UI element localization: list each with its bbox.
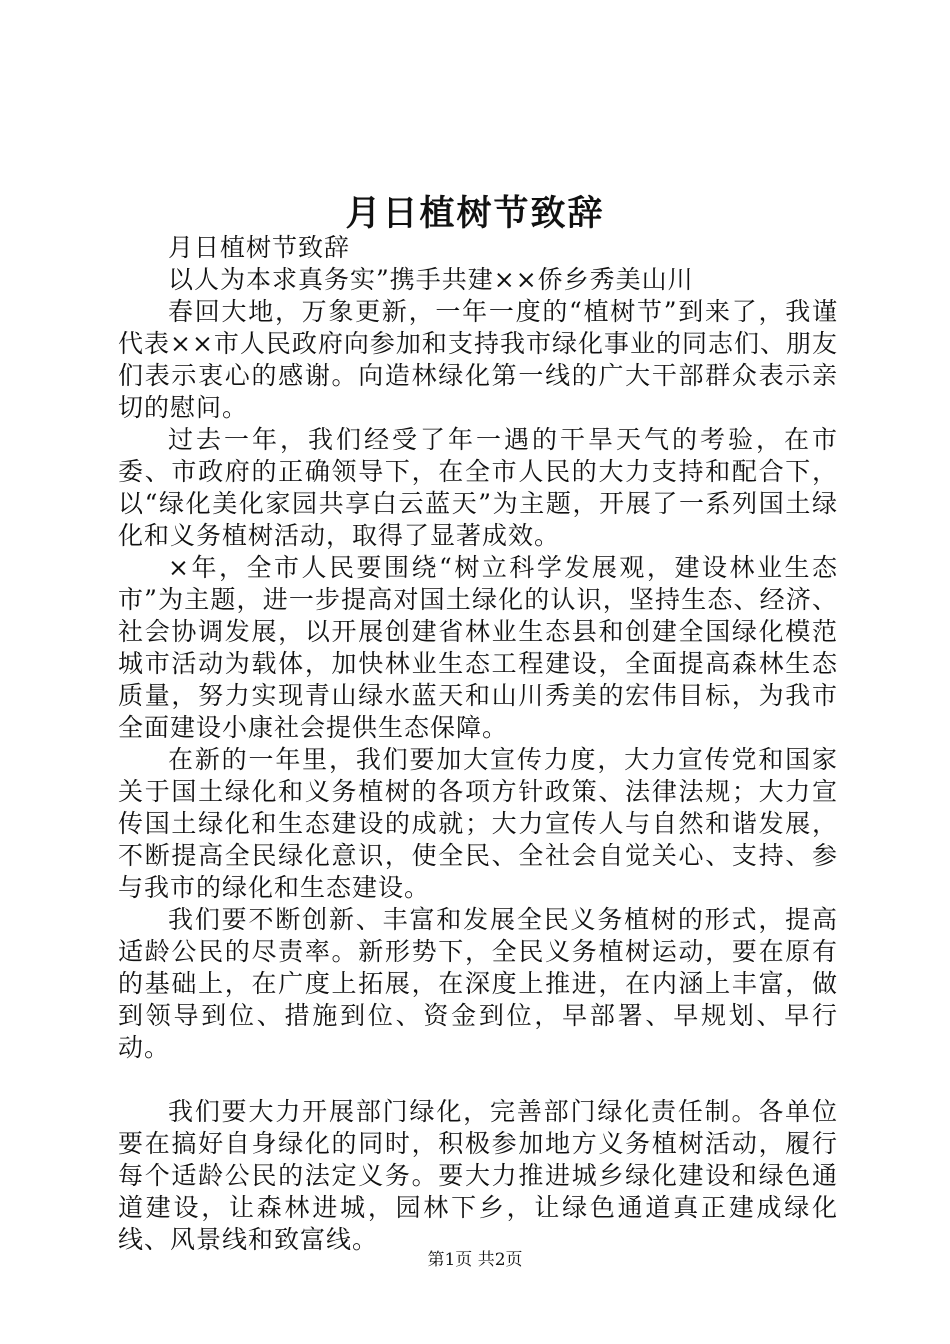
paragraph-6: 我们要大力开展部门绿化，完善部门绿化责任制。各单位要在搞好自身绿化的同时，积极参加地方义务植树活动，履行每个适龄公民的法定义务。要大力推进城乡绿化建设和绿色通道建设，让森林进城，园林下乡，让绿色通道真正建成绿化线、风景线和致富线。 [118,1097,838,1254]
document-title: 月日植树节致辞 [345,193,605,234]
document-body [118,232,838,1256]
paragraph-3: ×年，全市人民要围绕“树立科学发展观，建设林业生态市”为主题，进一步提高对国土绿化的认识，坚持生态、经济、社会协调发展，以开展创建省林业生态县和创建全国绿化模范城市活动为载体，加快林业生态工程建设，全面提高森林生态质量，努力实现青山绿水蓝天和山川秀美的宏伟目标，为我市全面建设小康社会提供生态保障。 [118,553,838,742]
paragraph-4: 在新的一年里，我们要加大宣传力度，大力宣传党和国家关于国土绿化和义务植树的各项方针政策、法律法规；大力宣传国土绿化和生态建设的成就；大力宣传人与自然和谐发展，不断提高全民绿化意识，使全民、全社会自觉关心、支持、参与我市的绿化和生态建设。 [118,745,838,902]
theme-line: 以人为本求真务实”携手共建××侨乡秀美山川 [168,265,694,294]
paragraph-2: 过去一年，我们经受了年一遇的干旱天气的考验，在市委、市政府的正确领导下，在全市人民的大力支持和配合下，以“绿化美化家园共享白云蓝天”为主题，开展了一系列国土绿化和义务植树活动，取得了显著成效。 [118,425,838,550]
paragraph-1: 春回大地，万象更新，一年一度的“植树节”到来了，我谨代表××市人民政府向参加和支持我市绿化事业的同志们、朋友们表示衷心的感谢。向造林绿化第一线的广大干部群众表示亲切的慰问。 [118,297,838,422]
paragraph-5: 我们要不断创新、丰富和发展全民义务植树的形式，提高适龄公民的尽责率。新形势下，全民义务植树运动，要在原有的基础上，在广度上拓展，在深度上推进，在内涵上丰富，做到领导到位、措施到位、资金到位，早部署、早规划、早行动。 [118,905,838,1062]
page-number: 第1页 共2页 [427,1250,523,1270]
subtitle-line: 月日植树节致辞 [168,233,351,262]
